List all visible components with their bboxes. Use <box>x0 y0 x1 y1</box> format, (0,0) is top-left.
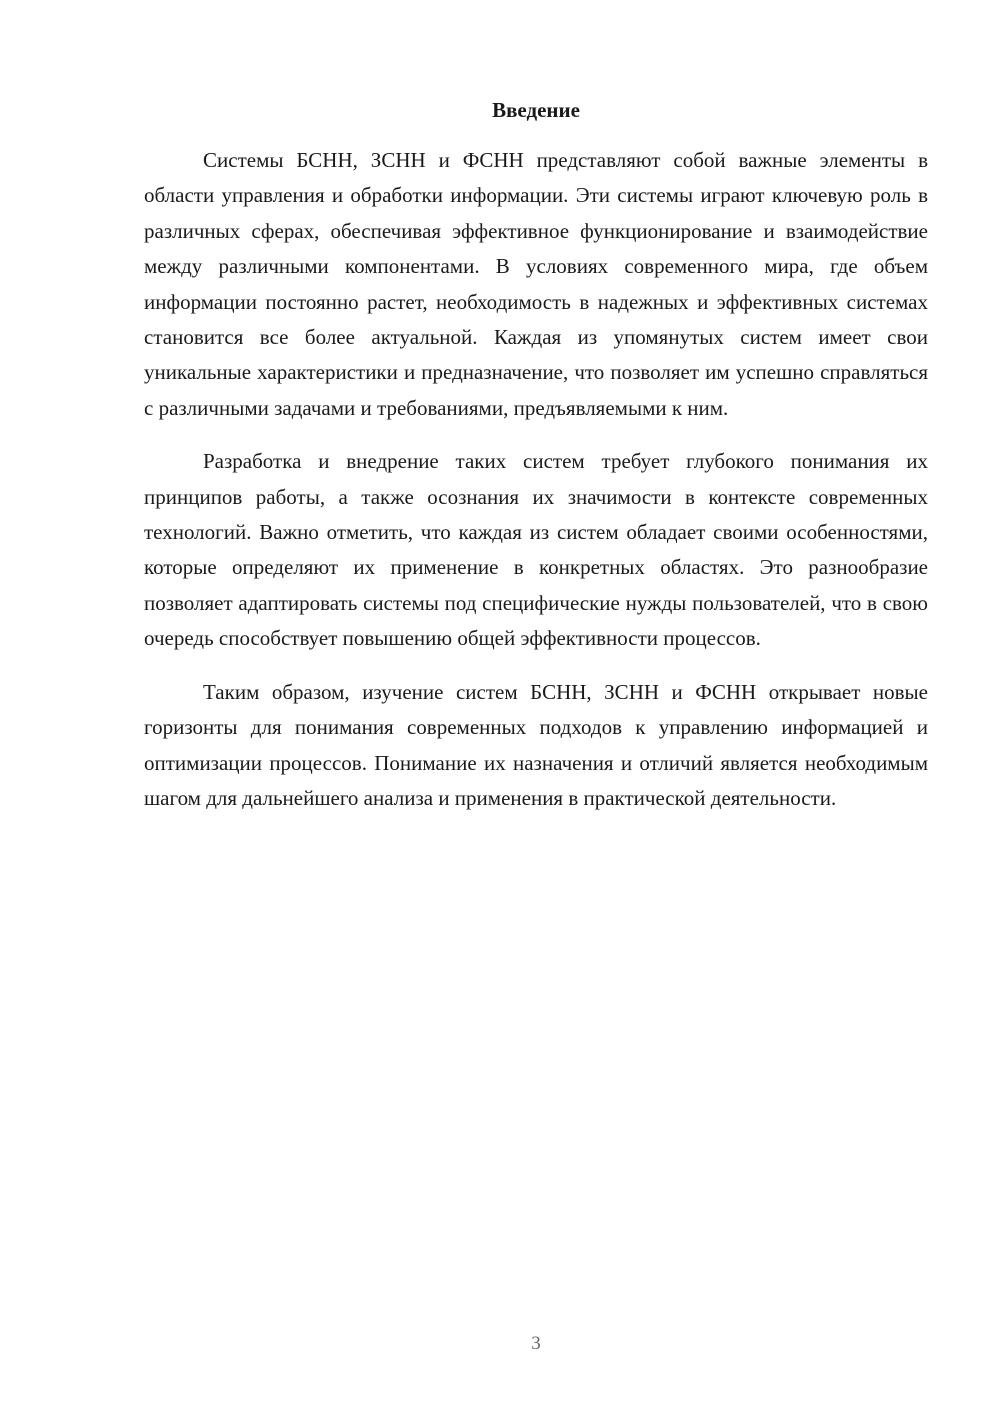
paragraph-conclusion: Таким образом, изучение систем БСНН, ЗСНН и ФСНН открывает новые горизонты для понимания современных подходов к управлению информацией и оптимизации процессов. Понимание их назначения и отличий является необходимым шагом для дальнейшего анализа и применения в практической деятельности. <box>144 679 928 810</box>
paragraph-intro: Системы БСНН, ЗСНН и ФСНН представляют собой важные элементы в области управления и обработки информации. Эти системы играют ключевую роль в различных сферах, обеспечивая эффективное функционирование и взаимодействие между различными компонентами. В условиях современного мира, где объем информации постоянно растет, необходимость в надежных и эффективных системах становится все более актуальной. Каждая из упомянутых систем имеет свои уникальные характеристики и предназначение, что позволяет им успешно справляться с различными задачами и требованиями, предъявляемыми к ним. <box>144 148 928 420</box>
section-title: Введение <box>492 98 580 122</box>
page-content <box>144 95 928 816</box>
paragraph-development: Разработка и внедрение таких систем требует глубокого понимания их принципов работы, а также осознания их значимости в контексте современных технологий. Важно отметить, что каждая из систем обладает своими особенностями, которые определяют их применение в конкретных областях. Это разнообразие позволяет адаптировать системы под специфические нужды пользователей, что в свою очередь способствует повышению общей эффективности процессов. <box>144 449 928 651</box>
page-number: 3 <box>531 1333 541 1354</box>
